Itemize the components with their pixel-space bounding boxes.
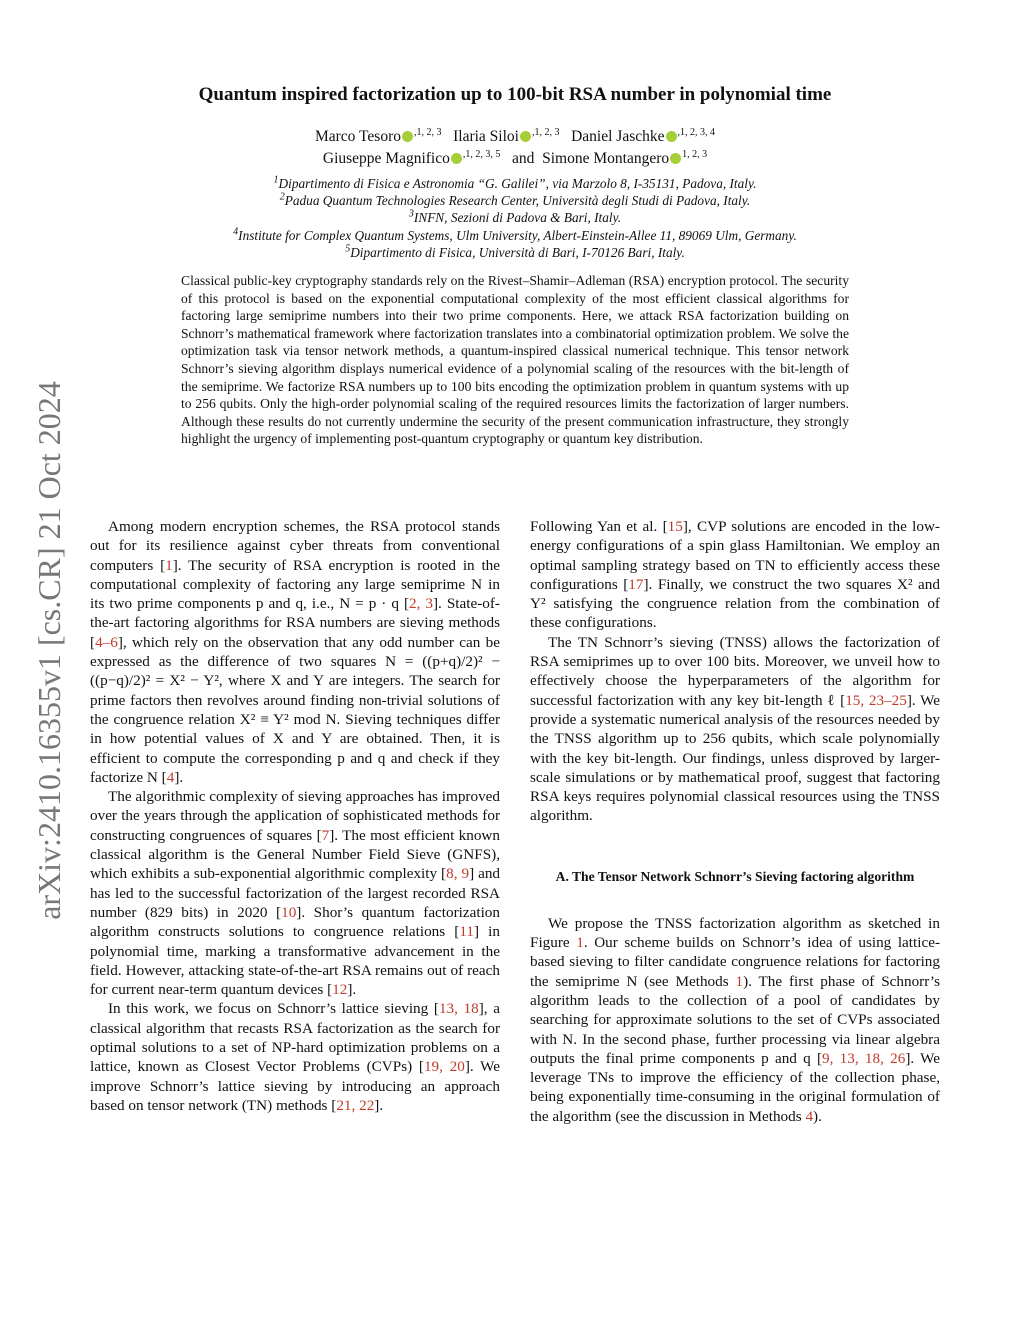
body-paragraph: We propose the TNSS factorization algorithm as sketched in Figure 1. Our scheme builds on Schnorr’s idea of using lattice-based sieving to filter candidate congruence relations for factoring the semiprime N (see Methods 1). The first phase of Schnorr’s algorithm leads to the collection of a pool of candidates by searching for approximate solutions to the set of CVPs associated with N. In the second phase, further processing via linear algebra outputs the final prime components p and q [9, 13, 18, 26]. We leverage TNs to improve the efficiency of the collection phase, being exponentially time-consuming in the original formulation of the algorithm (see the discussion in Methods 4).	[530, 914, 941, 1125]
affiliation-list	[120, 175, 910, 261]
body-paragraph: The algorithmic complexity of sieving approaches has improved over the years through the application of sophisticated methods for constructing congruences of squares [7]. The most efficient known classical algorithm is the General Number Field Sieve (GNFS), which exhibits a sub-exponential algorithmic complexity [8, 9] and has led to the successful factorization of the largest recorded RSA number (829 bits) in 2020 [10]. Shor’s quantum factorization algorithm constructs solutions to congruence relations [11] in polynomial time, marking a transformative advancement in the field. However, attacking state-of-the-art RSA remains out of reach for current near-term quantum devices [12].	[90, 788, 501, 999]
body-paragraph: Among modern encryption schemes, the RSA protocol stands out for its resilience against cyber threats from conventional computers [1]. The security of RSA encryption is rooted in the computational complexity of factoring any large semiprime N in its two prime components p and q, i.e., N = p · q [2, 3]. State-of-the-art factoring algorithms for RSA numbers are sieving methods [4–6], which rely on the observation that any odd number can be expressed as the difference of two squares N = ((p+q)/2)² − ((p−q)/2)² = X² − Y², where X and Y are integers. The search for prime factors then revolves around finding non-trivial solutions of the congruence relation X² ≡ Y² mod N. Sieving techniques differ in how potential values of X and Y are obtained. Then, it is efficient to compute the corresponding p and q and check if they factorize N [4].	[90, 518, 501, 786]
affiliation-item	[120, 175, 910, 192]
citation-link[interactable]: 15, 23–25	[845, 691, 907, 709]
arxiv-identifier: arXiv:2410.16355v1 [cs.CR] 21 Oct 2024	[30, 380, 67, 920]
abstract: Classical public-key cryptography standards rely on the Rivest–Shamir–Adleman (RSA) encryption protocol. The security of this protocol is based on the exponential computational complexity of the most efficient classical algorithms for factoring large semiprime numbers into their two prime components. Here, we attack RSA factorization building on Schnorr’s mathematical framework where factorization translates into a combinatorial optimization problem. We solve the optimization task via tensor network methods, a quantum-inspired classical numerical technique. This tensor network Schnorr’s sieving algorithm displays numerical evidence of a polynomial scaling of the resources with the bit-length of the semiprime. We factorize RSA numbers up to 100 bits encoding the optimization problem in quantum systems with up to 256 qubits. Only the high-order polynomial scaling of the required resources limits the factorization of larger numbers. Although these results do not currently undermine the security of the present communication infrastructure, they strongly highlight the urgency of implementing post-quantum cryptography or quantum key distribution.	[181, 273, 849, 447]
paper-title: Quantum inspired factorization up to 100-bit RSA number in polynomial time	[198, 84, 832, 105]
arxiv-sidebar-stamp	[20, 355, 78, 945]
body-paragraph: The TN Schnorr’s sieving (TNSS) allows the factorization of RSA semiprimes up to over 100 bits. Moreover, we unveil how to effectively choose the hyperparameters of the algorithm for successful factorization with any key bit-length ℓ [15, 23–25]. We provide a systematic numerical analysis of the resources needed by the TNSS algorithm up to 256 qubits, which scale polynomially with the key bit-length. Our findings, unless disproved by larger-scale simulations or by mathematical proof, suggest that factoring RSA keys requires polynomial classical resources using the TNSS algorithm.	[530, 633, 940, 825]
author-conjunction: and	[511, 150, 535, 167]
author-name[interactable]: Simone Montangero	[542, 150, 670, 167]
methods-link[interactable]: 4	[805, 1107, 814, 1125]
citation-link[interactable]: 4–6	[95, 633, 118, 651]
body-paragraph: Following Yan et al. [15], CVP solutions are encoded in the low-energy configurations of a spin glass Hamiltonian. We employ an optimal sampling strategy based on TN to efficiently access these configurations [17]. Finally, we construct the two squares X² and Y² satisfying the congruence relation from the combination of these configurations.	[530, 518, 940, 632]
body-paragraph: In this work, we focus on Schnorr’s lattice sieving [13, 18], a classical algorithm that recasts RSA factorization as the search for optimal solutions to a set of NP-hard optimization problems on a lattice, known as Closest Vector Problems (CVPs) [19, 20]. We improve Schnorr’s lattice sieving by introducing an approach based on tensor network (TN) methods [21, 22].	[90, 1000, 500, 1114]
affiliation-number: 1	[273, 174, 279, 186]
affiliation-text: Institute for Complex Quantum Systems, Ulm University, Albert-Einstein-Allee 11, 89069 Ulm, Germany.	[238, 227, 797, 243]
author-affiliation-marks: ,1, 2, 3, 5	[462, 148, 501, 160]
author-affiliation-marks: ,1, 2, 3	[413, 126, 442, 138]
author-affiliation-marks: 1, 2, 3	[682, 148, 708, 160]
orcid-icon[interactable]	[670, 153, 681, 164]
citation-link[interactable]: 15	[667, 518, 683, 535]
citation-link[interactable]: 7	[321, 826, 330, 844]
affiliation-number: 3	[408, 208, 414, 220]
citation-link[interactable]: 2, 3	[409, 595, 433, 613]
affiliation-text: Padua Quantum Technologies Research Center, Università degli Studi di Padova, Italy.	[284, 193, 751, 209]
affiliation-item	[120, 209, 910, 226]
affiliation-number: 4	[233, 226, 239, 238]
orcid-icon[interactable]	[666, 131, 677, 142]
figure-link[interactable]: 1	[576, 934, 584, 952]
methods-link[interactable]: 1	[735, 972, 744, 990]
affiliation-item	[120, 192, 910, 209]
citation-link[interactable]: 11	[459, 923, 474, 941]
affiliation-number: 5	[345, 243, 351, 255]
author-affiliation-marks: ,1, 2, 3	[531, 126, 560, 138]
citation-link[interactable]: 1	[165, 556, 173, 574]
citation-link[interactable]: 17	[628, 575, 644, 593]
citation-link[interactable]: 8, 9	[446, 865, 470, 883]
left-column	[90, 517, 500, 1115]
orcid-icon[interactable]	[520, 131, 531, 142]
author-list	[160, 126, 870, 170]
citation-link[interactable]: 10	[281, 903, 297, 921]
citation-link[interactable]: 13, 18	[438, 1000, 479, 1018]
citation-link[interactable]: 21, 22	[336, 1096, 375, 1114]
citation-link[interactable]: 19, 20	[423, 1058, 465, 1076]
affiliation-item	[120, 244, 910, 261]
author-name[interactable]: Marco Tesoro	[314, 128, 401, 145]
affiliation-text: INFN, Sezioni di Padova & Bari, Italy.	[413, 210, 622, 226]
author-name[interactable]: Ilaria Siloi	[453, 128, 519, 145]
affiliation-number: 2	[279, 191, 285, 203]
orcid-icon[interactable]	[451, 153, 462, 164]
author-name[interactable]: Giuseppe Magnifico	[322, 150, 450, 167]
author-affiliation-marks: ,1, 2, 3, 4	[677, 126, 716, 138]
orcid-icon[interactable]	[402, 131, 413, 142]
affiliation-text: Dipartimento di Fisica, Università di Bari, I-70126 Bari, Italy.	[350, 244, 685, 260]
citation-link[interactable]: 9, 13, 18, 26	[822, 1049, 906, 1067]
citation-link[interactable]: 4	[166, 768, 175, 786]
right-column	[530, 517, 940, 1126]
section-heading: A. The Tensor Network Schnorr’s Sieving factoring algorithm	[555, 868, 915, 884]
author-name[interactable]: Daniel Jaschke	[571, 128, 665, 145]
affiliation-item	[120, 227, 910, 244]
affiliation-text: Dipartimento di Fisica e Astronomia “G. Galilei”, via Marzolo 8, I-35131, Padova, Italy.	[278, 176, 757, 191]
citation-link[interactable]: 12	[332, 981, 348, 999]
